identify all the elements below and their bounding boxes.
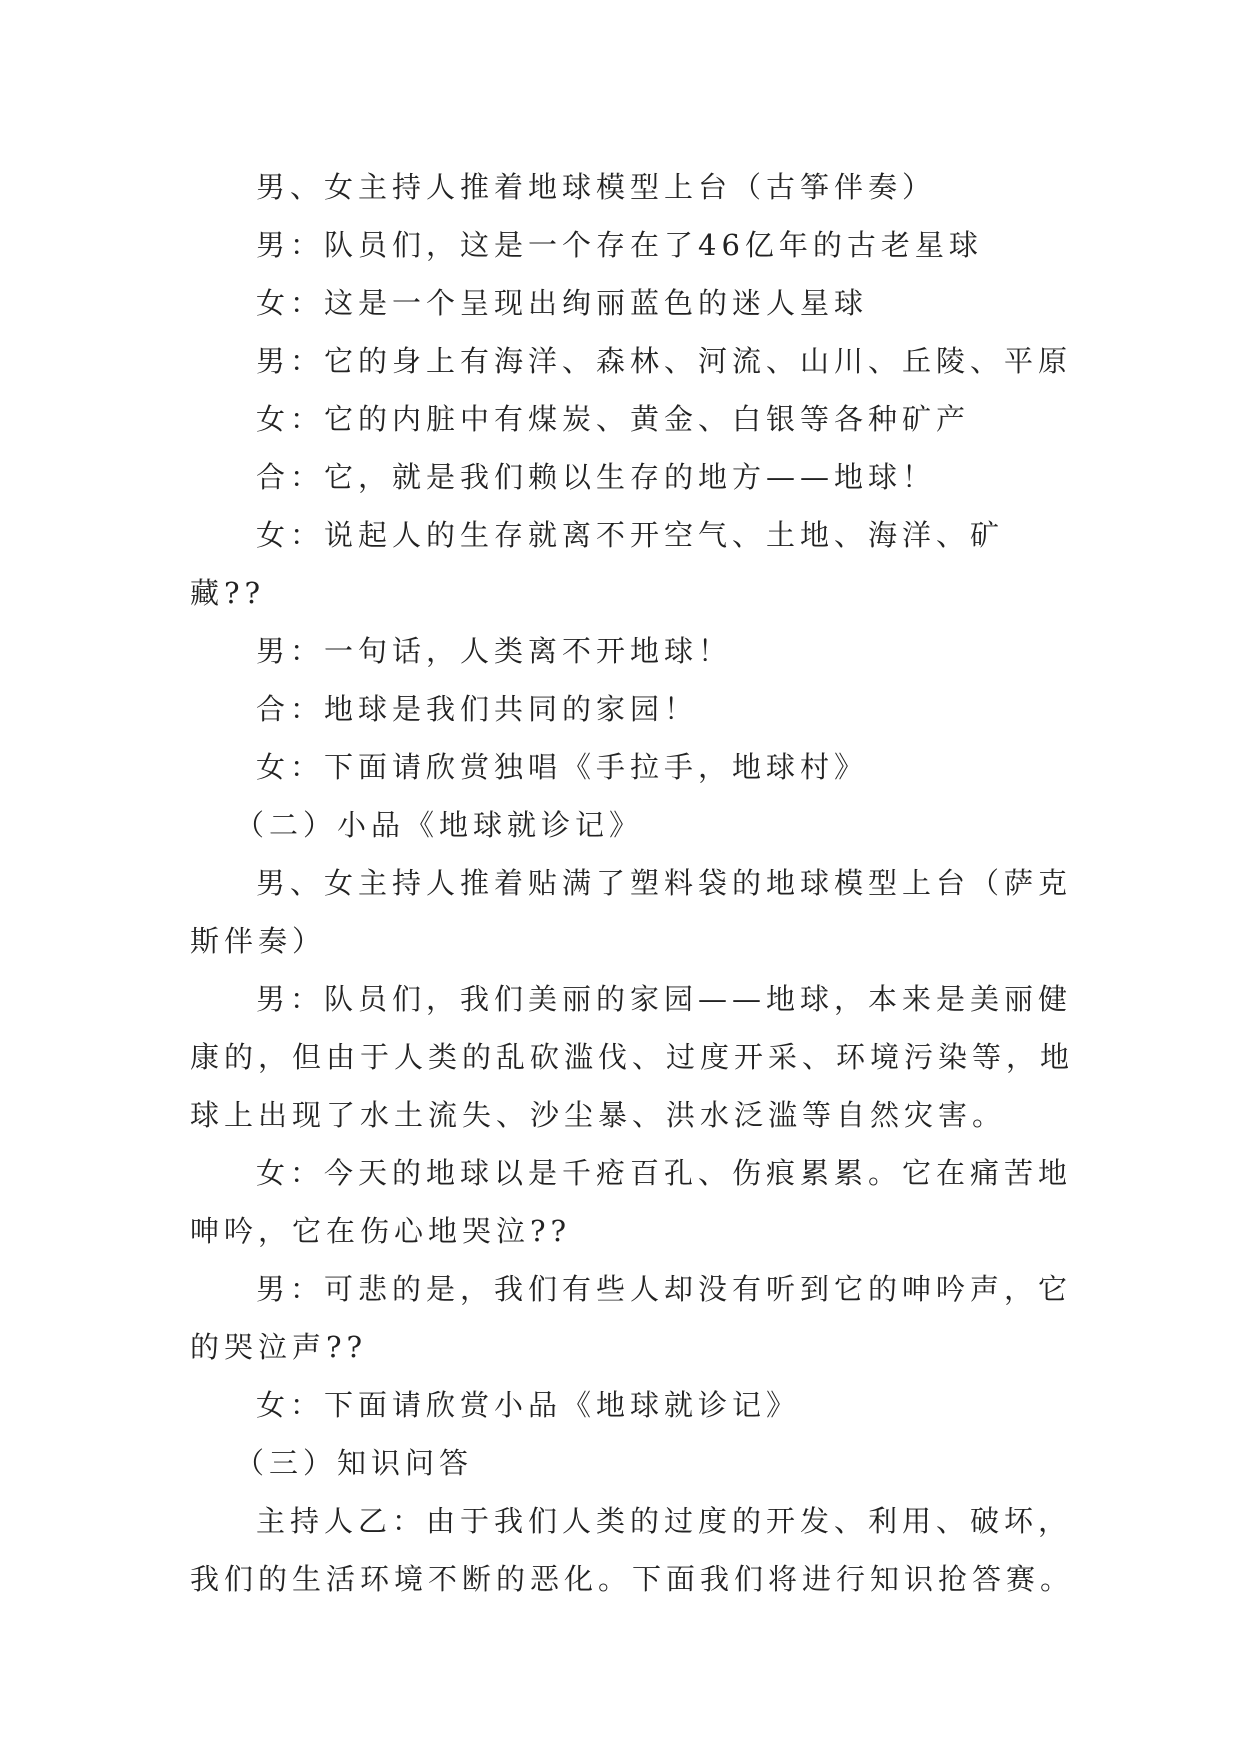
paragraph: 合：地球是我们共同的家园！ [256, 692, 699, 726]
paragraph: 男：一句话，人类离不开地球！ [256, 634, 733, 668]
section-heading: （三）知识问答 [235, 1446, 474, 1480]
document-body [190, 158, 1074, 1608]
paragraph: 男、女主持人推着地球模型上台（古筝伴奏） [256, 170, 937, 204]
paragraph: 女：说起人的生存就离不开空气、土地、海洋、矿藏?? [190, 518, 1005, 610]
section-heading: （二）小品《地球就诊记》 [235, 808, 644, 842]
paragraph: 女：它的内脏中有煤炭、黄金、白银等各种矿产 [256, 402, 971, 436]
paragraph: 主持人乙：由于我们人类的过度的开发、利用、破坏，我们的生活环境不断的恶化。下面我们将进行知识抢答赛。 [190, 1504, 1075, 1596]
paragraph: 男：队员们，这是一个存在了46亿年的古老星球 [256, 228, 983, 262]
paragraph: 女：今天的地球以是千疮百孔、伤痕累累。它在痛苦地呻吟，它在伤心地哭泣?? [190, 1156, 1073, 1248]
paragraph: 合：它，就是我们赖以生存的地方——地球！ [256, 460, 937, 494]
paragraph: 女：下面请欣赏小品《地球就诊记》 [256, 1388, 801, 1422]
paragraph: 男：它的身上有海洋、森林、河流、山川、丘陵、平原 [256, 344, 1073, 378]
paragraph: 女：下面请欣赏独唱《手拉手，地球村》 [256, 750, 869, 784]
paragraph: 男、女主持人推着贴满了塑料袋的地球模型上台（萨克斯伴奏） [190, 866, 1073, 958]
paragraph: 男：队员们，我们美丽的家园——地球，本来是美丽健康的，但由于人类的乱砍滥伐、过度开采、环境污染等，地球上出现了水土流失、沙尘暴、洪水泛滥等自然灾害。 [190, 982, 1075, 1132]
paragraph: 男：可悲的是，我们有些人却没有听到它的呻吟声，它的哭泣声?? [190, 1272, 1073, 1364]
paragraph: 女：这是一个呈现出绚丽蓝色的迷人星球 [256, 286, 869, 320]
